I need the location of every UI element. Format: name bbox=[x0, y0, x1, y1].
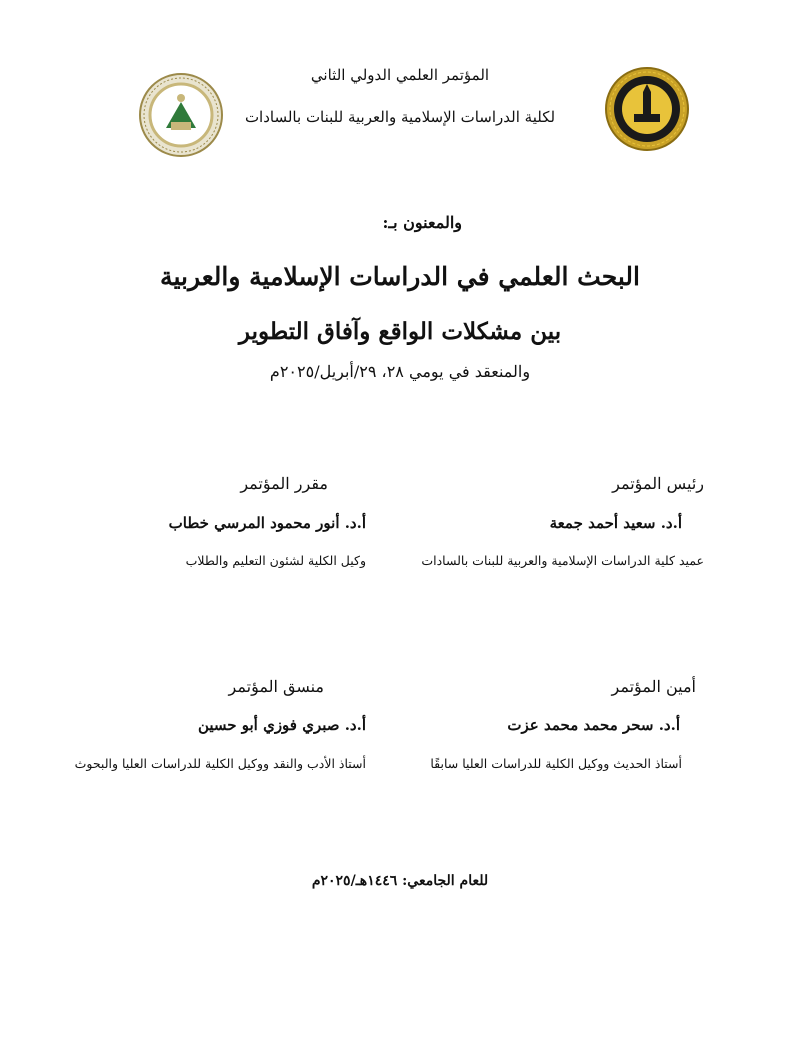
coordinator-name-block bbox=[198, 716, 366, 734]
coordinator-role: منسق المؤتمر bbox=[228, 677, 324, 696]
held-on-date: والمنعقد في يومي ٢٨، ٢٩/أبريل/٢٠٢٥م bbox=[269, 362, 531, 381]
coordinator-block bbox=[229, 677, 324, 696]
college-name: لكلية الدراسات الإسلامية والعربية للبنات بالسادات bbox=[244, 108, 556, 126]
academic-year: للعام الجامعي: ١٤٤٦هـ/٢٠٢٥م bbox=[311, 873, 489, 889]
secretary-name: أ.د. سحر محمد محمد عزت bbox=[507, 716, 680, 734]
coordinator-desc-block bbox=[75, 756, 366, 771]
president-name-block bbox=[550, 514, 682, 532]
secretary-role: أمين المؤتمر bbox=[611, 677, 696, 696]
titled-label: والمعنون بـ: bbox=[382, 213, 462, 232]
secretary-block bbox=[612, 677, 696, 696]
president-role: رئيس المؤتمر bbox=[612, 474, 704, 493]
secretary-desc-block bbox=[430, 756, 682, 771]
rapporteur-role: مقرر المؤتمر bbox=[240, 474, 328, 493]
president-desc-block bbox=[421, 553, 704, 568]
coordinator-description: أستاذ الأدب والنقد ووكيل الكلية للدراسات العليا والبحوث bbox=[74, 756, 366, 771]
president-name: أ.د. سعيد أحمد جمعة bbox=[549, 514, 682, 532]
conference-name: المؤتمر العلمي الدولي الثاني bbox=[310, 66, 490, 84]
coordinator-name: أ.د. صبري فوزي أبو حسين bbox=[197, 716, 366, 734]
rapporteur-name: أ.د. أنور محمود المرسي خطاب bbox=[168, 514, 366, 532]
president-description: عميد كلية الدراسات الإسلامية والعربية للبنات بالسادات bbox=[421, 553, 704, 568]
al-azhar-university-logo bbox=[604, 66, 690, 152]
rapporteur-description: وكيل الكلية لشئون التعليم والطلاب bbox=[185, 553, 366, 568]
rapporteur-block bbox=[240, 474, 328, 493]
rapporteur-name-block bbox=[169, 514, 366, 532]
president-block bbox=[612, 474, 704, 493]
secretary-description: أستاذ الحديث ووكيل الكلية للدراسات العليا سابقًا bbox=[430, 756, 682, 771]
main-title-line2: بين مشكلات الواقع وآفاق التطوير bbox=[238, 318, 562, 345]
secretary-name-block bbox=[507, 716, 680, 734]
rapporteur-desc-block bbox=[186, 553, 366, 568]
main-title-line1: البحث العلمي في الدراسات الإسلامية والعربية bbox=[160, 262, 640, 291]
